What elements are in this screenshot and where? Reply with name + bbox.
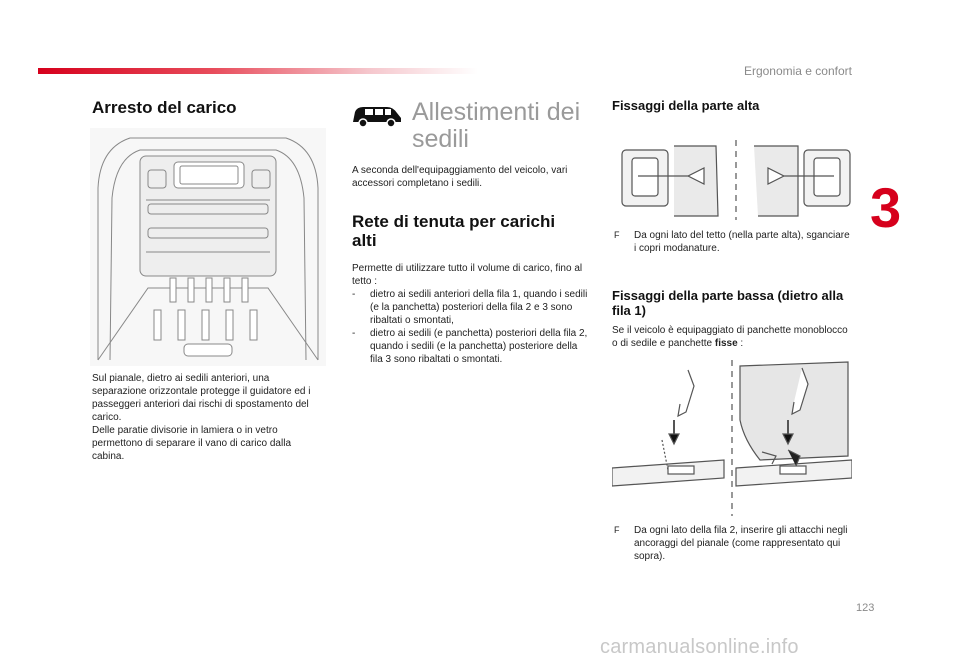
rete-tenuta-text bbox=[352, 262, 592, 366]
chapter-heading-allestimenti: Allestimenti dei sedili bbox=[412, 98, 581, 153]
heading-arresto-carico: Arresto del carico bbox=[92, 98, 237, 117]
fissaggi-bassa-intro bbox=[612, 324, 852, 350]
list-item bbox=[352, 327, 592, 366]
list-item bbox=[352, 288, 592, 327]
rete-list bbox=[352, 288, 592, 366]
bassa-intro-end: : bbox=[737, 338, 744, 349]
step-alta bbox=[612, 229, 854, 255]
upper-fixing-illustration bbox=[618, 140, 854, 220]
bassa-intro-text: Se il veicolo è equipaggiato di panchette monoblocco o di sedile e panchette bbox=[612, 325, 848, 349]
step-marker-icon: F bbox=[614, 525, 620, 535]
list-dash: - bbox=[352, 328, 356, 339]
page-number: 123 bbox=[856, 602, 875, 614]
header-accent-bar bbox=[38, 68, 478, 74]
arresto-carico-text bbox=[92, 372, 324, 463]
rete-intro: Permette di utilizzare tutto il volume di carico, fino al tetto : bbox=[352, 263, 583, 287]
heading-rete-tenuta: Rete di tenuta per carichi alti bbox=[352, 212, 556, 250]
step-bassa-text: Da ogni lato della fila 2, inserire gli attacchi negli ancoraggi del pianale (come rappresentato qui sopra). bbox=[634, 525, 848, 562]
step-alta-text: Da ogni lato del tetto (nella parte alta), sganciare i copri modanature. bbox=[634, 230, 850, 254]
list-item-text: dietro ai sedili anteriori della fila 1, quando i sedili (e la panchetta) posteriori della fila 2 e 3 sono ribaltati o smontati, bbox=[370, 289, 588, 326]
lower-fixing-illustration bbox=[612, 360, 852, 516]
heading-fissaggi-bassa: Fissaggi della parte bassa (dietro alla fila 1) bbox=[612, 288, 844, 318]
watermark: carmanualsonline.info bbox=[600, 636, 799, 658]
section-title: Ergonomia e confort bbox=[743, 64, 852, 78]
bassa-intro-bold: fisse bbox=[714, 338, 738, 349]
list-item-text: dietro ai sedili (e panchetta) posteriori della fila 2, quando i sedili (e la panchetta) posteriore della fila 3 sono ribaltati o smontati. bbox=[370, 328, 588, 365]
chapter-number: 3 bbox=[870, 176, 902, 239]
heading-fissaggi-alta: Fissaggi della parte alta bbox=[612, 98, 760, 113]
van-seats-icon bbox=[351, 104, 403, 128]
arresto-carico-paragraph: Sul pianale, dietro ai sedili anteriori, una separazione orizzontale protegge il guidatore ed i passeggeri anteriori dai rischi di spostamento del carico. Delle paratie divisorie in lamiera o in vetro permettono di separare il vano di carico dalla cabina. bbox=[92, 373, 311, 462]
allestimenti-intro: A seconda dell'equipaggiamento del veicolo, vari accessori completano i sedili. bbox=[352, 165, 568, 189]
cargo-area-illustration bbox=[90, 128, 326, 366]
step-marker-icon: F bbox=[614, 230, 620, 240]
list-dash: - bbox=[352, 289, 356, 300]
step-bassa bbox=[612, 524, 854, 563]
